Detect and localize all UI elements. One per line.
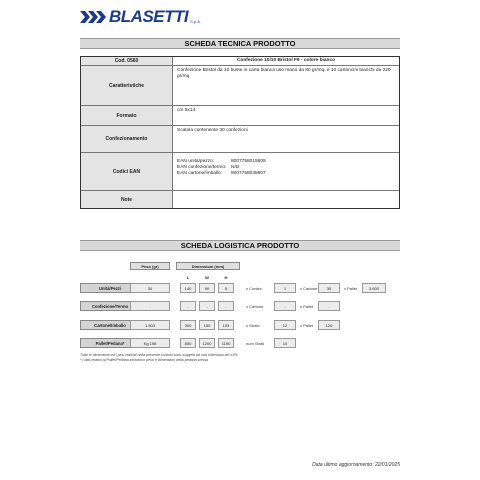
label-note: Note	[81, 191, 173, 208]
log-note: * I dati relativi al Pallet/Pedana includono peso e dimensioni della pedana stessa	[80, 358, 209, 362]
ean-line: EAN cartone/imballo: 8007758035607	[177, 171, 266, 176]
cell-peso: -	[130, 301, 170, 311]
dim-l: L	[186, 275, 190, 280]
cell-w: 1200	[199, 338, 215, 348]
k1-label: x Confez.	[246, 285, 263, 291]
cell-l: -	[180, 301, 196, 311]
dim-header: Dimensioni (mm)	[191, 264, 225, 269]
tech-table	[80, 56, 400, 209]
cell-l: 800	[180, 338, 196, 348]
value-ean	[173, 153, 399, 190]
k1-label: x Strato	[246, 322, 260, 328]
value-confezionamento: Scatola contenente 30 confezioni	[177, 128, 248, 133]
cell-l: 300	[180, 320, 196, 330]
update-date: Data ultimo aggiornamento: 22/01/2025	[312, 462, 400, 468]
v1-cell: 12	[274, 320, 296, 330]
cell-l: 140	[180, 283, 196, 293]
v2-cell: -	[274, 301, 296, 311]
value-note	[173, 191, 399, 208]
ean-line: EAN unità/pezzo: 8007758015609	[177, 159, 266, 164]
value-formato: cm 9x14	[177, 108, 196, 113]
row-label: Cartone/Imballo	[80, 320, 140, 330]
label-confezionamento: Confezionamento	[81, 126, 173, 152]
cell-peso: 30	[130, 283, 170, 293]
log-note: Tutte le dimensioni ed i pesi indicati nella presente scheda sono soggetti ad una tolleranza del ±3%	[80, 353, 238, 357]
v2-cell: 120	[318, 320, 340, 330]
row-label: Unità/Pezzi	[80, 283, 140, 293]
cell-w: 90	[199, 283, 215, 293]
cell-h: -	[218, 301, 234, 311]
chevrons-icon	[80, 11, 106, 23]
v1-cell: 1	[274, 283, 296, 293]
cell-h: 1190	[218, 338, 234, 348]
k3-label: x Pallet	[300, 303, 314, 309]
tech-title: SCHEDA TECNICA PRODOTTO	[80, 38, 400, 49]
k3-label: x Pallet	[344, 285, 358, 291]
k2-label: x Cartone	[300, 285, 318, 291]
v3-cell: -	[318, 301, 340, 311]
cell-w: 150	[199, 320, 215, 330]
value-caratteristiche: Confezione Bristol da 10 buste in carta bianca uso mano da 80 gr/mq. e 10 cartoncini bianchi da 220 gr/mq	[177, 68, 391, 79]
row-label: Pallet/Pedana*	[80, 338, 140, 348]
cell-w: -	[199, 301, 215, 311]
v3-cell: 3.600	[362, 283, 386, 293]
k1-label: num Strati	[246, 340, 265, 346]
dim-h: H	[224, 275, 228, 280]
table-row	[81, 66, 399, 106]
row-label: Confezione/Termo	[80, 301, 140, 311]
cell-peso: Kg 198	[130, 338, 170, 348]
log-title: SCHEDA LOGISTICA PRODOTTO	[80, 240, 400, 251]
product-name: Confezione 10/10 Bristol F9 - colore bianco	[236, 58, 336, 63]
label-caratteristiche: Caratteristiche	[81, 66, 173, 105]
label-ean: Codici EAN	[81, 153, 173, 190]
brand-logo	[80, 7, 201, 27]
table-row	[81, 153, 399, 191]
brand-suffix: S.p.A.	[190, 18, 202, 24]
k2-label: x Pallet	[300, 322, 314, 328]
table-row	[81, 191, 399, 208]
peso-header: Peso (gr)	[141, 264, 159, 269]
cell-peso: 1.503	[130, 320, 170, 330]
label-formato: Formato	[81, 106, 173, 125]
k2-label: x Cartone	[246, 303, 264, 309]
product-code: Cod. 0560	[81, 57, 173, 65]
dim-w: W	[205, 275, 209, 280]
brand-name: BLASETTI	[109, 7, 189, 26]
v1-cell: 10	[274, 338, 296, 348]
table-row	[81, 57, 399, 66]
cell-h: 5	[218, 283, 234, 293]
ean-line: EAN confezione/termo: N/D	[177, 165, 240, 170]
cell-h: 103	[218, 320, 234, 330]
v2-cell: 30	[318, 283, 340, 293]
table-row	[81, 106, 399, 126]
table-row	[81, 126, 399, 153]
